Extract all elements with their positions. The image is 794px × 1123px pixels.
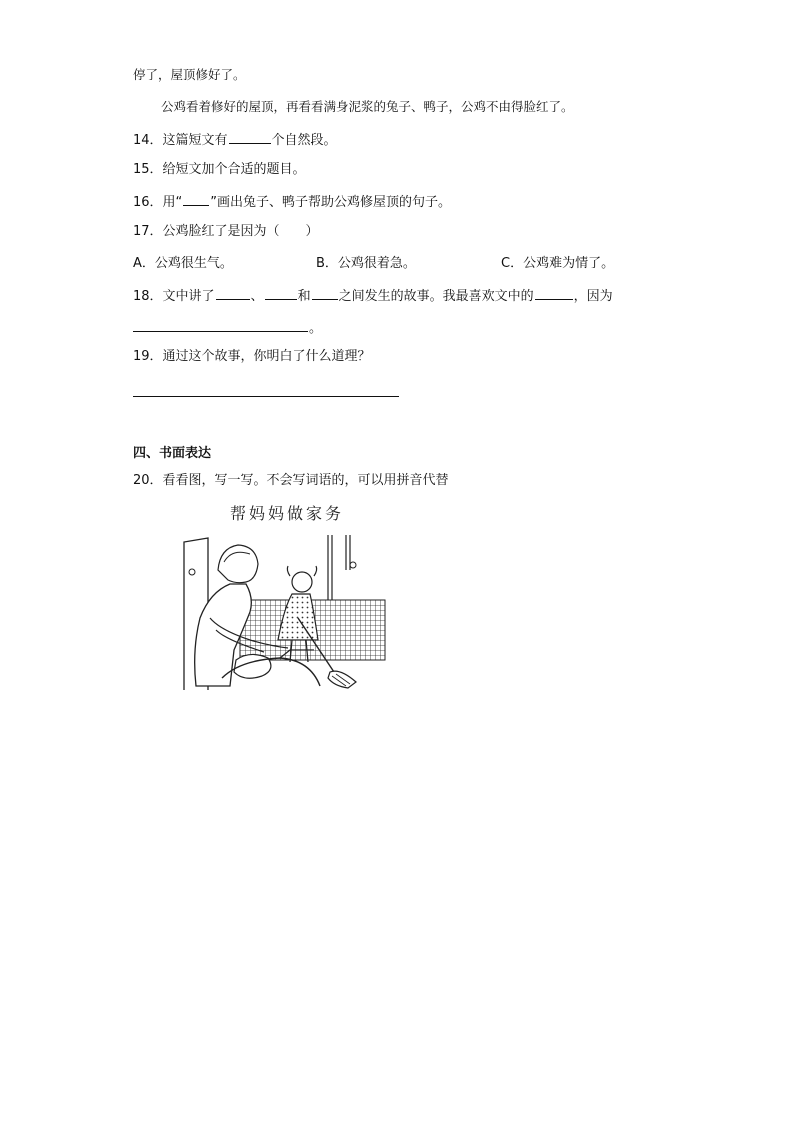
illustration-title: 帮妈妈做家务 [230, 504, 345, 523]
q14-answer-blank[interactable] [229, 130, 271, 144]
q18-blank-1[interactable] [216, 286, 250, 300]
q14-prefix: 14．这篇短文有 [133, 133, 228, 148]
q16-underline-sample [183, 192, 209, 206]
q18-sep2: 和 [297, 289, 311, 304]
question-17: 17．公鸡脸红了是因为（ ） [133, 224, 319, 239]
q17-option-a[interactable]: A．公鸡很生气。 [133, 256, 233, 271]
question-14 [133, 130, 337, 150]
q16-prefix: 16．用“ [133, 195, 183, 210]
question-16 [133, 192, 451, 212]
question-18 [133, 286, 613, 306]
q18-sep1: 、 [250, 289, 264, 304]
question-15: 15．给短文加个合适的题目。 [133, 162, 306, 177]
q18-end: 。 [309, 321, 323, 336]
passage-line-1: 停了，屋顶修好了。 [133, 67, 246, 82]
q17-option-b[interactable]: B．公鸡很着急。 [316, 256, 416, 271]
q18-blank-5[interactable] [133, 318, 308, 332]
q18-part1: 18．文中讲了 [133, 289, 215, 304]
q18-blank-2[interactable] [265, 286, 297, 300]
question-20: 20．看看图，写一写。不会写词语的，可以用拼音代替 [133, 473, 449, 488]
q18-part2: 之间发生的故事。我最喜欢文中的 [338, 289, 534, 304]
housework-drawing [180, 500, 390, 695]
q17-option-c[interactable]: C．公鸡难为情了。 [501, 256, 615, 271]
q18-line-2 [133, 318, 322, 338]
q16-suffix: ”画出兔子、鸭子帮助公鸡修屋顶的句子。 [210, 195, 452, 210]
q18-blank-3[interactable] [312, 286, 338, 300]
section-4-heading: 四、书面表达 [133, 446, 212, 461]
q18-part3: ，因为 [573, 289, 613, 304]
passage-line-2: 公鸡看着修好的屋顶，再看看满身泥浆的兔子、鸭子，公鸡不由得脸红了。 [161, 99, 574, 114]
housework-illustration [180, 500, 390, 695]
q18-blank-4[interactable] [535, 286, 573, 300]
q19-answer-line[interactable] [133, 396, 399, 397]
question-19: 19．通过这个故事，你明白了什么道理？ [133, 349, 371, 364]
q14-suffix: 个自然段。 [271, 133, 337, 148]
